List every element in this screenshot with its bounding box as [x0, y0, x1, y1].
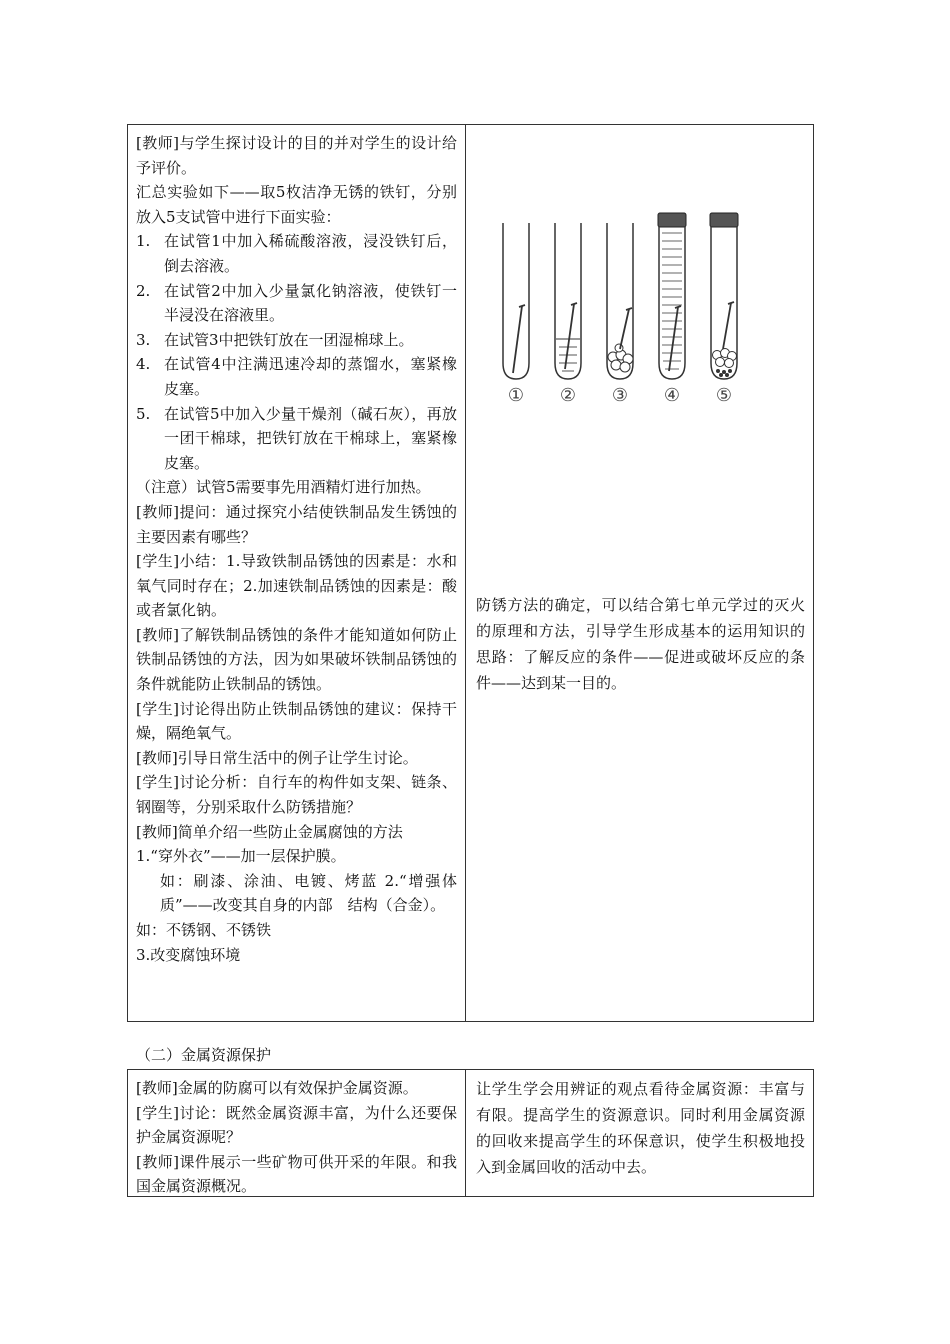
step-number: 4. — [136, 355, 151, 374]
step-number: 2. — [136, 281, 151, 300]
resource-intent-text: 让学生学会用辨证的观点看待金属资源：丰富与有限。提高学生的资源意识。同时利用金属资源的回收来提高学生的环保意识，使学生积极地投入到金属回收的活动中去。 — [476, 1080, 805, 1176]
section-heading-resource-protection: （二）金属资源保护 — [136, 1046, 272, 1064]
student-summary-text: [学生]小结：1.导致铁制品锈蚀的因素是：水和氧气同时存在；2.加速铁制品锈蚀的因素是：酸或者氯化钠。 — [136, 552, 457, 620]
step-number: 5. — [136, 404, 151, 423]
lesson-table-resources — [127, 1069, 814, 1197]
experiment-step — [136, 328, 457, 353]
tube-label-2: ② — [559, 385, 577, 406]
experiment-step — [136, 279, 457, 328]
teaching-process-column — [128, 125, 466, 1021]
step-number: 1. — [136, 232, 151, 251]
experiment-step — [136, 352, 457, 401]
test-tube-4 — [658, 213, 686, 406]
teacher-explain-text: [教师]了解铁制品锈蚀的条件才能知道如何防止铁制品锈蚀的方法，因为如果破坏铁制品锈蚀的条件就能防止铁制品的锈蚀。 — [136, 625, 457, 694]
test-tube-figure — [492, 211, 762, 411]
experiment-step — [136, 229, 457, 278]
experiment-summary-text: 汇总实验如下——取5枚洁净无锈的铁钉，分别放入5支试管中进行下面实验： — [136, 183, 457, 226]
teacher-evaluate-text: [教师]与学生探讨设计的目的并对学生的设计给予评价。 — [136, 134, 457, 177]
method-environment-text: 3.改变腐蚀环境 — [136, 945, 241, 964]
test-tube-5 — [710, 213, 738, 406]
experiment-step — [136, 402, 457, 476]
design-intent-column — [466, 1070, 813, 1196]
step-text: 在试管3中把铁钉放在一团湿棉球上。 — [164, 330, 414, 349]
test-tube-2 — [555, 223, 581, 406]
method-coat-text: 1.“穿外衣”——加一层保护膜。 — [136, 847, 346, 866]
teaching-process-column — [128, 1070, 466, 1196]
tube-label-3: ③ — [611, 385, 629, 406]
tube-label-4: ④ — [663, 385, 681, 406]
student-discussion-text: [学生]讨论分析：自行车的构件如支架、链条、钢圈等，分别采取什么防锈措施？ — [136, 773, 457, 817]
teacher-guide-text: [教师]引导日常生活中的例子让学生讨论。 — [136, 748, 418, 767]
design-note-text: 防锈方法的确定，可以结合第七单元学过的灭火的原理和方法，引导学生形成基本的运用知识的思路：了解反应的条件——促进或破坏反应的条件——达到某一目的。 — [476, 596, 805, 692]
student-resource-text: [学生]讨论：既然金属资源丰富，为什么还要保护金属资源呢？ — [136, 1103, 457, 1147]
lesson-table-rust — [127, 124, 814, 1022]
method-examples-text: 如：刷漆、涂油、电镀、烤蓝 2.“增强体质”——改变其自身的内部 结构（合金）。 — [160, 871, 457, 915]
student-suggestion-text: [学生]讨论得出防止铁制品锈蚀的建议：保持干燥，隔绝氧气。 — [136, 699, 457, 743]
tube-label-1: ① — [507, 385, 525, 406]
teacher-methods-text: [教师]简单介绍一些防止金属腐蚀的方法 — [136, 822, 403, 841]
teacher-question-text: [教师]提问：通过探究小结使铁制品发生锈蚀的主要因素有哪些？ — [136, 502, 457, 546]
teacher-resource-text: [教师]金属的防腐可以有效保护金属资源。 — [136, 1079, 418, 1097]
step-number: 3. — [136, 330, 151, 349]
test-tube-1 — [503, 223, 529, 406]
tube-label-5: ⑤ — [715, 385, 733, 406]
alloy-examples-text: 如：不锈钢、不锈铁 — [136, 921, 272, 939]
note-text: （注意）试管5需要事先用酒精灯进行加热。 — [136, 478, 431, 497]
teacher-courseware-text: [教师]课件展示一些矿物可供开采的年限。和我国金属资源概况。 — [136, 1152, 457, 1196]
step-text: 在试管2中加入少量氯化钠溶液，使铁钉一半浸没在溶液里。 — [164, 281, 457, 325]
design-intent-column — [466, 125, 813, 1021]
step-text: 在试管4中注满迅速冷却的蒸馏水，塞紧橡皮塞。 — [164, 355, 457, 398]
test-tube-3 — [607, 223, 633, 406]
step-text: 在试管5中加入少量干燥剂（碱石灰），再放一团干棉球，把铁钉放在干棉球上，塞紧橡皮塞。 — [164, 404, 457, 472]
step-text: 在试管1中加入稀硫酸溶液，浸没铁钉后，倒去溶液。 — [164, 232, 457, 275]
